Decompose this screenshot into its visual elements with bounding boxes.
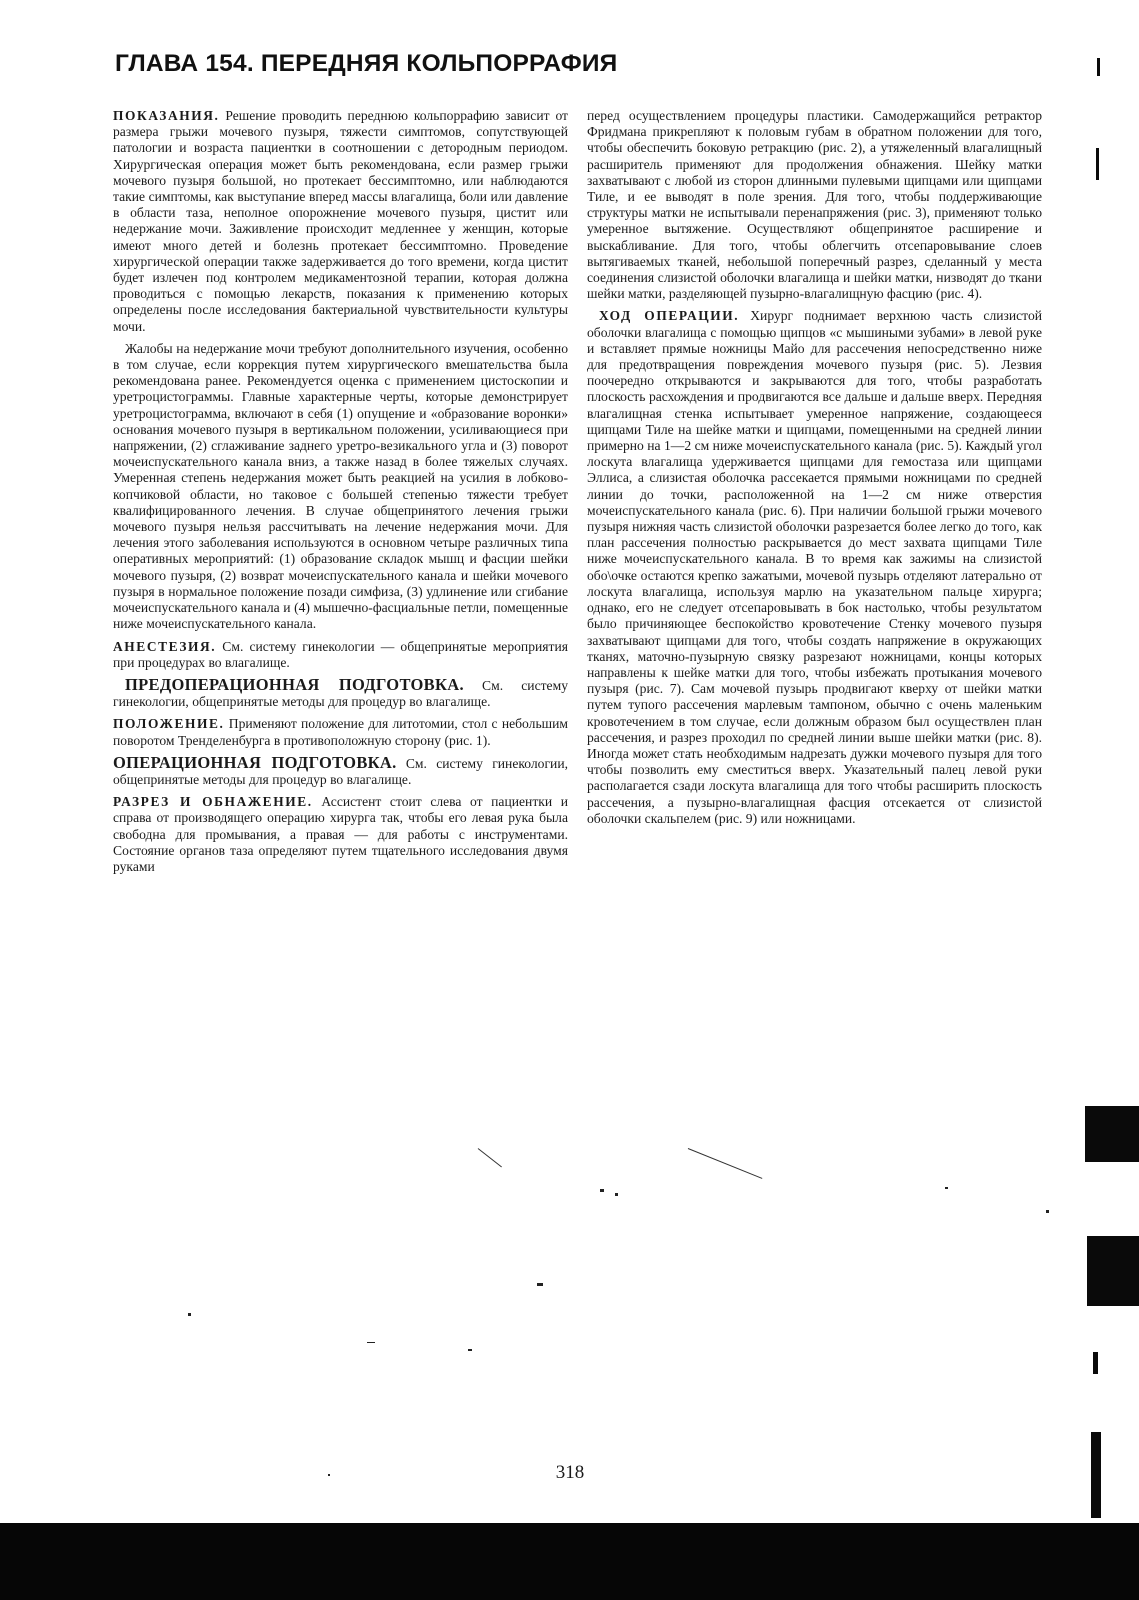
paragraph [587, 108, 1042, 302]
paragraph-text: Ассистент стоит слева от пациентки и справа от производящего операцию хирурга так, чтобы его левая рука была свободна для промывания, а правая — для работы с инструментами. Состояние органов таза определяют путем тщательного исследования двумя руками [113, 794, 568, 874]
paragraph [113, 716, 568, 748]
paragraph-text: См. систему гинекологии, общепринятые методы для процедур во влагалище. [113, 677, 568, 710]
section-heading: ПОЛОЖЕНИЕ. [113, 716, 225, 732]
section-heading: ОПЕРАЦИОННАЯ ПОДГОТОВКА. [113, 752, 397, 772]
scan-artifact [1096, 148, 1099, 180]
scan-artifact [468, 1349, 472, 1351]
scan-bottom-bar [0, 1523, 1139, 1600]
left-column [113, 108, 568, 881]
right-column [587, 108, 1042, 833]
paragraph [113, 674, 568, 710]
paragraph-text: перед осуществлением процедуры пластики. Самодержащийся ретрактор Фридмана прикрепляют к половым губам в обратном положении для того, чтобы обеспечить боковую ретракцию (рис. 2), а утяжеленный влагалищный расширитель применяют для продолжения обнажения. Шейку матки захватывают с любой из сторон длинными пулевыми щипцами или щипцами Тиле, и ее выводят в поле зрения. Для того, чтобы поддерживающие структуры матки не испытывали перенапряжения (рис. 3), применяют только умеренное вытяжение. Осуществляют общепринятое расширение и выскабливание. Для того, чтобы облегчить отсепаровывание слоев вытягиваемых тканей, небольшой поперечный разрез, сделанный у места соединения слизистой оболочки влагалища и шейки матки, низводят до ткани шейки матки, разделяющей пузырно-влагалищную фасцию (рис. 4). [587, 108, 1042, 302]
scan-artifact [537, 1283, 543, 1286]
section-heading: ХОД ОПЕРАЦИИ. [599, 308, 740, 324]
paragraph-text: Решение проводить переднюю кольпоррафию зависит от размера грыжи мочевого пузыря, тяжести симптомов, сопутствующей патологии и возраста пациентки в соотношении с детородным периодом. Хирургическая операция может быть рекомендована, если размер грыжи мочевого пузыря большой, но протекает бессимптомно, или наблюдаются такие симптомы, как выступание вперед массы влагалища, боли или давление в области таза, неполное опорожнение мочевого пузыря, цистит или недержание мочи. Заживление происходит медленнее у женщин, которые имеют много детей и болезнь протекает бессимптомно. Проведение хирургической операции также задерживается до того времени, когда цистит будет излечен под контролем медикаментозной терапии, которая должна проводиться с помощью лекарств, показания к применению которых определены после исследования бактериальной чувствительности культуры мочи. [113, 108, 568, 334]
page-number: 318 [555, 1462, 585, 1483]
paragraph-text: См. систему гинекологии, общепринятые методы для процедур во влагалище. [113, 755, 569, 787]
scan-artifact [615, 1193, 618, 1196]
scan-artifact [1091, 1432, 1101, 1518]
paragraph [587, 308, 1042, 827]
scan-artifact [1093, 1352, 1098, 1374]
section-heading: ПРЕДОПЕРАЦИОННАЯ ПОДГОТОВКА. [125, 674, 464, 694]
scan-artifact [688, 1148, 763, 1179]
paragraph [113, 794, 568, 875]
scan-artifact [1085, 1106, 1139, 1162]
scan-artifact [367, 1342, 375, 1343]
scan-artifact [328, 1474, 330, 1476]
scan-artifact [945, 1187, 948, 1189]
paragraph [113, 639, 568, 671]
paragraph [113, 108, 568, 335]
scan-artifact [1087, 1236, 1139, 1306]
paragraph-text: Применяют положение для литотомии, стол с небольшим поворотом Тренделенбурга в противоположную сторону (рис. 1). [113, 716, 568, 748]
section-heading: АНЕСТЕЗИЯ. [113, 638, 217, 654]
paragraph [113, 341, 568, 633]
chapter-title: ГЛАВА 154. ПЕРЕДНЯЯ КОЛЬПОРРАФИЯ [115, 50, 618, 77]
scan-artifact [1097, 58, 1100, 76]
paragraph-text: Жалобы на недержание мочи требуют дополнительного изучения, особенно в том случае, если коррекция путем хирургического вмешательства была рекомендована ранее. Рекомендуется оценка с применением цистоскопии и уретроцистограммы. Главные характерные черты, которые демонстрирует уретроцистограмма, включают в себя (1) опущение и «образование воронки» основания мочевого пузыря в вертикальном положении, усиливающиеся при напряжении, (2) сглаживание заднего уретро-везикального угла и (3) поворот мочеиспускательного канала вниз, а также назад в более тяжелых случаях. Умеренная степень недержания может быть реакцией на усилия в лобково-копчиковой области, но таковое с большей степенью тяжести требует квалифицированного лечения. В случае общепринятого лечения грыжи мочевого пузыря нельзя рассчитывать на лечение недержания мочи. Для лечения этого заболевания используются в основном четыре различных типа оперативных мероприятий: (1) образование складок мышц и фасции шейки мочевого пузыря, (2) возврат мочеиспускательного канала и шейки мочевого пузыря в нормальное положение позади симфиза, (3) удлинение или сгибание мочеиспускательного канала и (4) мышечно-фасциальные петли, помещенные ниже мочеиспускательного канала. [113, 340, 568, 632]
paragraph [113, 752, 569, 788]
scan-artifact [600, 1189, 604, 1192]
section-heading: ПОКАЗАНИЯ. [113, 108, 220, 123]
scan-artifact [478, 1148, 502, 1167]
paragraph-text: Хирург поднимает верхнюю часть слизистой оболочки влагалища с помощью щипцов «с мышиными зубами» в левой руке и вставляет прямые ножницы Майо для рассечения непосредственно ниже для предотвращения повреждения мочевого пузыря (рис. 5). Лезвия поочередно открываются и закрываются для того, чтобы разработать плоскость расхождения и продвигаются все дальше и дальше вверх. Передняя влагалищная стенка испытывает умеренное напряжение, создающееся щипцами Тиле на шейке матки и щипцами, помещенными на средней линии примерно на 1—2 см ниже мочеиспускательного канала (рис. 5). Каждый угол лоскута влагалища удерживается щипцами для гемостаза или щипцами Эллиса, а слизистая оболочка рассекается прямыми ножницами по средней линии до точки, расположенной на 1—2 см ниже отверстия мочеиспускательного канала (рис. 6). При наличии большой грыжи мочевого пузыря нижняя часть слизистой оболочки разрезается более легко до того, как план рассечения полностью раскрывается до мест захвата щипцами Тиле ниже мочеиспускательного канала. В то время как зажимы на слизистой обо\очке остаются крепко зажатыми, мочевой пузырь отделяют латерально от лоскута влагалища, используя марлю на указательном пальце хирурга; однако, его не следует отсепаровывать в бок настолько, чтобы результатом было причиняющее беспокойство кровотечение Стенку мочевого пузыря захватывают щипцами для того, чтобы создать напряжение в окружающих тканях, маточно-пузырную связку разрезают ножницами, концы которых направлены к шейке матки для того, чтобы избежать протыкания мочевого пузыря (рис. 7). Сам мочевой пузырь продвигают кверху от шейки матки путем тупого рассечения марлевым тампоном, обычно с очень маленьким кровотечением в том случае, если должным образом был осуществлен план рассечения, и разрез проходил по средней линии выше шейки матки (рис. 8). Иногда может стать необходимым надрезать дужки мочевого пузыря для того чтобы позволить ему сместиться вверх. Указательный палец левой руки располагается сзади лоскута влагалища для того чтобы расширить плоскость рассечения, а пузырно-влагалищная фасция отсекается от слизистой оболочки скальпелем (рис. 9) или ножницами. [587, 308, 1043, 826]
section-heading: РАЗРЕЗ И ОБНАЖЕНИЕ. [113, 794, 313, 810]
scan-artifact [188, 1313, 191, 1316]
scan-artifact [1046, 1210, 1049, 1213]
paragraph-text: См. систему гинекологии — общепринятые мероприятия при процедурах во влагалище. [113, 638, 568, 670]
